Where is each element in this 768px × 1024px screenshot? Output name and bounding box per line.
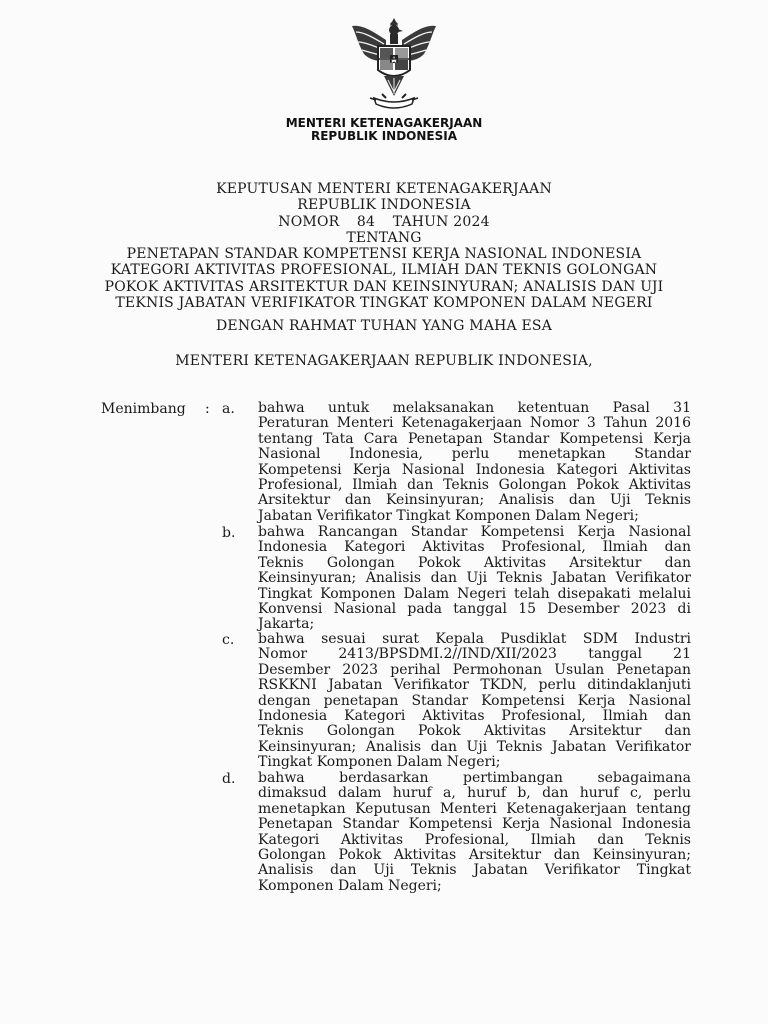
item-line: Kompetensi Kerja Nasional Indonesia Kategori Aktivitas — [258, 461, 691, 478]
item-line: dimaksud dalam huruf a, huruf b, dan huruf c, perlu — [258, 785, 691, 802]
item-line: Jakarta; — [258, 616, 315, 633]
item-line: bahwa sesuai surat Kepala Pusdiklat SDM Industri — [258, 631, 691, 647]
decree-subject-line: KATEGORI AKTIVITAS PROFESIONAL, ILMIAH DAN TEKNIS GOLONGAN — [110, 262, 658, 279]
item-letter: d. — [222, 771, 236, 787]
decree-subject-line: PENETAPAN STANDAR KOMPETENSI KERJA NASIONAL INDONESIA — [126, 246, 642, 263]
menimbang-colon: : — [205, 401, 210, 417]
decree-subject-line: POKOK AKTIVITAS ARSITEKTUR DAN KEINSINYURAN; ANALISIS DAN UJI — [104, 278, 664, 295]
decree-number-line — [0, 214, 768, 230]
item-line: Indonesia Kategori Aktivitas Profesional, Ilmiah dan — [258, 539, 691, 556]
item-line: Arsitektur dan Keinsinyuran; Analisis dan Uji Teknis — [258, 492, 691, 509]
nomor-value: 84 — [356, 213, 376, 230]
item-line: menetapkan Keputusan Menteri Ketenagakerjaan tentang — [258, 800, 691, 817]
item-line: Profesional, Ilmiah dan Teknis Golongan Pokok Aktivitas — [258, 477, 691, 494]
item-line: Kategori Aktivitas Profesional, Ilmiah dan Teknis — [258, 831, 691, 848]
item-line: RSKKNI Jabatan Verifikator TKDN, perlu ditindaklanjuti — [258, 677, 691, 694]
item-line: Teknis Golongan Pokok Aktivitas Arsitektur dan — [258, 723, 691, 740]
item-line: Indonesia Kategori Aktivitas Profesional, Ilmiah dan — [258, 708, 691, 725]
item-line: Tingkat Komponen Dalam Negeri; — [258, 754, 501, 771]
consideration-item-b — [258, 525, 691, 633]
item-line: bahwa untuk melaksanakan ketentuan Pasal 31 — [258, 400, 691, 416]
menimbang-label: Menimbang — [101, 401, 186, 417]
item-line: Konvensi Nasional pada tanggal 15 Desember 2023 di — [258, 601, 691, 618]
item-line: Penetapan Standar Kompetensi Kerja Nasional Indonesia — [258, 816, 691, 833]
consideration-item-d — [258, 771, 691, 894]
item-line: Peraturan Menteri Ketenagakerjaan Nomor 3 Tahun 2016 — [258, 415, 691, 432]
consideration-item-a — [258, 401, 691, 524]
item-letter: a. — [222, 401, 235, 417]
item-line: Nasional Indonesia, perlu menetapkan Standar — [258, 446, 691, 463]
item-line: Teknis Golongan Pokok Aktivitas Arsitektur dan — [258, 554, 691, 571]
item-letter: b. — [222, 525, 236, 541]
item-line: Tingkat Komponen Dalam Negeri telah disepakati melalui — [258, 585, 691, 602]
item-line: dengan penetapan Standar Kompetensi Kerja Nasional — [258, 692, 691, 709]
item-line: Keinsinyuran; Analisis dan Uji Teknis Jabatan Verifikator — [258, 738, 691, 755]
item-letter: c. — [222, 632, 235, 648]
decree-subject-line: TEKNIS JABATAN VERIFIKATOR TINGKAT KOMPONEN DALAM NEGERI — [115, 295, 653, 312]
item-line: bahwa Rancangan Standar Kompetensi Kerja Nasional — [258, 524, 691, 540]
letterhead-title: MENTERI KETENAGAKERJAAN — [285, 116, 483, 130]
tentang-label: TENTANG — [346, 229, 422, 246]
minister-heading: MENTERI KETENAGAKERJAAN REPUBLIK INDONESIA, — [175, 353, 593, 369]
nomor-label: NOMOR — [278, 213, 340, 230]
item-line: bahwa berdasarkan pertimbangan sebagaimana — [258, 770, 691, 786]
letterhead-subtitle: REPUBLIK INDONESIA — [310, 129, 457, 143]
tahun-label: TAHUN 2024 — [392, 213, 490, 230]
invocation-text: DENGAN RAHMAT TUHAN YANG MAHA ESA — [215, 318, 553, 334]
consideration-item-c — [258, 632, 691, 771]
item-line: Analisis dan Uji Teknis Jabatan Verifikator Tingkat — [258, 862, 691, 879]
item-line: Desember 2023 perihal Permohonan Usulan Penetapan — [258, 661, 691, 678]
decree-title-line: REPUBLIK INDONESIA — [297, 197, 471, 214]
item-line: Komponen Dalam Negeri; — [258, 877, 442, 894]
item-line: Golongan Pokok Aktivitas Arsitektur dan Keinsinyuran; — [258, 847, 691, 864]
decree-title-line: KEPUTUSAN MENTERI KETENAGAKERJAAN — [216, 181, 552, 197]
item-line: Keinsinyuran; Analisis dan Uji Teknis Jabatan Verifikator — [258, 570, 691, 587]
item-line: tentang Tata Cara Penetapan Standar Kompetensi Kerja — [258, 430, 691, 447]
garuda-emblem-icon — [346, 14, 442, 112]
item-line: Nomor 2413/BPSDMI.2//IND/XII/2023 tanggal 21 — [258, 646, 691, 663]
item-line: Jabatan Verifikator Tingkat Komponen Dalam Negeri; — [258, 507, 639, 524]
decree-title — [0, 181, 768, 311]
